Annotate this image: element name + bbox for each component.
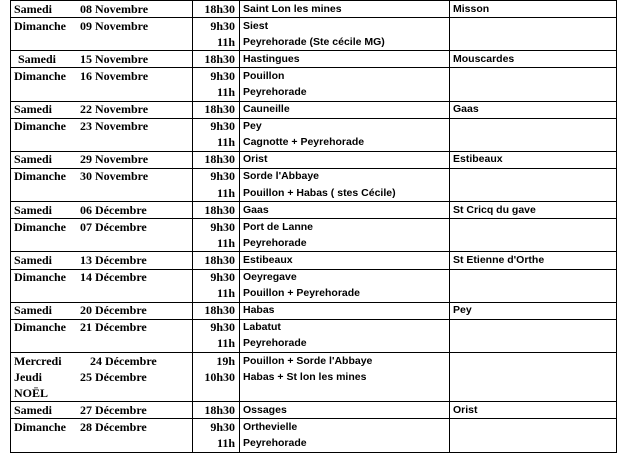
location-cell: Port de Lanne <box>240 219 450 236</box>
day-date-cell <box>11 18 193 35</box>
time-cell: 11h <box>193 135 240 152</box>
day-name: Dimanche <box>14 169 66 184</box>
alternate-location-cell <box>450 34 617 51</box>
time-cell: 11h <box>193 185 240 202</box>
alternate-location-cell <box>450 435 617 452</box>
date-label: 09 Novembre <box>80 18 149 33</box>
location-cell: Habas <box>240 302 450 319</box>
time-cell: 11h <box>193 235 240 252</box>
day-date-cell <box>11 185 193 202</box>
schedule-row <box>11 219 617 236</box>
time-cell: 11h <box>193 34 240 51</box>
location-cell: Peyrehorade <box>240 435 450 452</box>
time-cell: 18h30 <box>193 151 240 168</box>
day-date-cell <box>11 235 193 252</box>
day-name: Dimanche <box>14 320 66 335</box>
date-label: 15 Novembre <box>80 51 149 66</box>
day-date-cell <box>11 101 193 118</box>
date-label: 08 Novembre <box>80 1 149 16</box>
time-cell <box>193 385 240 402</box>
day-name: Samedi <box>14 152 53 167</box>
day-date-cell <box>11 151 193 168</box>
schedule-row <box>11 319 617 336</box>
time-cell: 9h30 <box>193 68 240 85</box>
day-name: Samedi <box>18 51 57 66</box>
location-cell: Orist <box>240 151 450 168</box>
location-cell: Peyrehorade <box>240 84 450 101</box>
schedule-row <box>11 402 617 419</box>
schedule-row <box>11 135 617 152</box>
day-name: Dimanche <box>14 18 66 33</box>
location-cell: Siest <box>240 18 450 35</box>
alternate-location-cell: St Etienne d'Orthe <box>450 252 617 269</box>
day-date-cell <box>11 168 193 185</box>
day-name: Dimanche <box>14 68 66 83</box>
day-date-cell <box>11 385 193 402</box>
day-name: Dimanche <box>14 119 66 134</box>
location-cell: Pey <box>240 118 450 135</box>
schedule-row <box>11 385 617 402</box>
day-date-cell <box>11 135 193 152</box>
schedule-row <box>11 101 617 118</box>
location-cell: Ossages <box>240 402 450 419</box>
location-cell: Pouillon + Peyrehorade <box>240 286 450 303</box>
schedule-row <box>11 51 617 68</box>
time-cell: 18h30 <box>193 1 240 18</box>
time-cell: 18h30 <box>193 252 240 269</box>
schedule-body <box>11 1 617 453</box>
alternate-location-cell <box>450 18 617 35</box>
location-cell: Peyrehorade (Ste cécile MG) <box>240 34 450 51</box>
alternate-location-cell: Gaas <box>450 101 617 118</box>
schedule-row <box>11 151 617 168</box>
date-label: 06 Décembre <box>80 202 147 217</box>
date-label: 28 Décembre <box>80 419 147 434</box>
time-cell: 9h30 <box>193 419 240 436</box>
day-name: Samedi <box>14 303 53 318</box>
schedule-row <box>11 269 617 286</box>
day-date-cell <box>11 286 193 303</box>
date-label: 24 Décembre <box>90 353 157 368</box>
alternate-location-cell <box>450 269 617 286</box>
location-cell: Estibeaux <box>240 252 450 269</box>
alternate-location-cell <box>450 135 617 152</box>
location-cell: Peyrehorade <box>240 336 450 353</box>
day-name: Samedi <box>14 102 53 117</box>
location-cell: Cauneille <box>240 101 450 118</box>
alternate-location-cell: Misson <box>450 1 617 18</box>
location-cell: Hastingues <box>240 51 450 68</box>
date-label: 23 Novembre <box>80 119 149 134</box>
location-cell: Pouillon + Habas ( stes Cécile) <box>240 185 450 202</box>
date-label: 13 Décembre <box>80 252 147 267</box>
day-name: Samedi <box>14 202 53 217</box>
schedule-row <box>11 68 617 85</box>
time-cell: 10h30 <box>193 369 240 385</box>
day-name: Dimanche <box>14 219 66 234</box>
day-date-cell <box>11 369 193 385</box>
time-cell: 18h30 <box>193 202 240 219</box>
day-name: Samedi <box>14 1 53 16</box>
day-date-cell <box>11 202 193 219</box>
time-cell: 11h <box>193 435 240 452</box>
day-name: Mercredi <box>14 353 62 368</box>
location-cell <box>240 385 450 402</box>
time-cell: 11h <box>193 286 240 303</box>
time-cell: 9h30 <box>193 269 240 286</box>
time-cell: 18h30 <box>193 302 240 319</box>
alternate-location-cell <box>450 168 617 185</box>
location-cell: Labatut <box>240 319 450 336</box>
time-cell: 11h <box>193 336 240 353</box>
schedule-row <box>11 235 617 252</box>
day-date-cell <box>11 269 193 286</box>
alternate-location-cell <box>450 419 617 436</box>
day-name: Dimanche <box>14 419 66 434</box>
schedule-row <box>11 302 617 319</box>
day-name: Jeudi <box>14 369 43 384</box>
day-name: NOËL <box>14 385 49 400</box>
schedule-row <box>11 252 617 269</box>
schedule-row <box>11 34 617 51</box>
date-label: 14 Décembre <box>80 270 147 285</box>
day-name: Samedi <box>14 402 53 417</box>
alternate-location-cell <box>450 385 617 402</box>
day-date-cell <box>11 419 193 436</box>
schedule-row <box>11 168 617 185</box>
date-label: 25 Décembre <box>80 369 147 384</box>
time-cell: 9h30 <box>193 118 240 135</box>
schedule-row <box>11 118 617 135</box>
schedule-row <box>11 1 617 18</box>
location-cell: Gaas <box>240 202 450 219</box>
alternate-location-cell: Estibeaux <box>450 151 617 168</box>
day-name: Dimanche <box>14 270 66 285</box>
mass-schedule-sheet <box>10 0 616 453</box>
time-cell: 9h30 <box>193 319 240 336</box>
alternate-location-cell: St Cricq du gave <box>450 202 617 219</box>
alternate-location-cell <box>450 319 617 336</box>
location-cell: Peyrehorade <box>240 235 450 252</box>
schedule-row <box>11 202 617 219</box>
schedule-row <box>11 369 617 385</box>
time-cell: 19h <box>193 352 240 369</box>
alternate-location-cell <box>450 68 617 85</box>
date-label: 30 Novembre <box>80 169 149 184</box>
day-date-cell <box>11 68 193 85</box>
date-label: 07 Décembre <box>80 219 147 234</box>
day-name: Samedi <box>14 252 53 267</box>
schedule-row <box>11 419 617 436</box>
time-cell: 9h30 <box>193 18 240 35</box>
date-label: 22 Novembre <box>80 102 149 117</box>
day-date-cell <box>11 34 193 51</box>
day-date-cell <box>11 302 193 319</box>
day-date-cell <box>11 252 193 269</box>
schedule-row <box>11 84 617 101</box>
time-cell: 18h30 <box>193 101 240 118</box>
location-cell: Sorde l'Abbaye <box>240 168 450 185</box>
day-date-cell <box>11 336 193 353</box>
alternate-location-cell <box>450 219 617 236</box>
day-date-cell <box>11 319 193 336</box>
date-label: 21 Décembre <box>80 320 147 335</box>
alternate-location-cell <box>450 118 617 135</box>
day-date-cell <box>11 435 193 452</box>
time-cell: 11h <box>193 84 240 101</box>
date-label: 29 Novembre <box>80 152 149 167</box>
alternate-location-cell <box>450 336 617 353</box>
schedule-row <box>11 336 617 353</box>
time-cell: 9h30 <box>193 168 240 185</box>
alternate-location-cell <box>450 235 617 252</box>
alternate-location-cell <box>450 369 617 385</box>
time-cell: 18h30 <box>193 51 240 68</box>
alternate-location-cell <box>450 352 617 369</box>
day-date-cell <box>11 51 193 68</box>
alternate-location-cell <box>450 286 617 303</box>
location-cell: Pouillon + Sorde l'Abbaye <box>240 352 450 369</box>
date-label: 16 Novembre <box>80 68 149 83</box>
day-date-cell <box>11 402 193 419</box>
location-cell: Habas + St lon les mines <box>240 369 450 385</box>
alternate-location-cell: Pey <box>450 302 617 319</box>
date-label: 20 Décembre <box>80 303 147 318</box>
location-cell: Pouillon <box>240 68 450 85</box>
day-date-cell <box>11 118 193 135</box>
schedule-row <box>11 185 617 202</box>
schedule-row <box>11 286 617 303</box>
day-date-cell <box>11 352 193 369</box>
location-cell: Cagnotte + Peyrehorade <box>240 135 450 152</box>
location-cell: Saint Lon les mines <box>240 1 450 18</box>
date-label: 27 Décembre <box>80 402 147 417</box>
mass-schedule-table <box>10 0 617 453</box>
alternate-location-cell <box>450 84 617 101</box>
schedule-row <box>11 435 617 452</box>
alternate-location-cell: Orist <box>450 402 617 419</box>
day-date-cell <box>11 219 193 236</box>
day-date-cell <box>11 1 193 18</box>
schedule-row <box>11 352 617 369</box>
alternate-location-cell: Mouscardes <box>450 51 617 68</box>
time-cell: 9h30 <box>193 219 240 236</box>
alternate-location-cell <box>450 185 617 202</box>
location-cell: Orthevielle <box>240 419 450 436</box>
location-cell: Oeyregave <box>240 269 450 286</box>
day-date-cell <box>11 84 193 101</box>
schedule-row <box>11 18 617 35</box>
time-cell: 18h30 <box>193 402 240 419</box>
